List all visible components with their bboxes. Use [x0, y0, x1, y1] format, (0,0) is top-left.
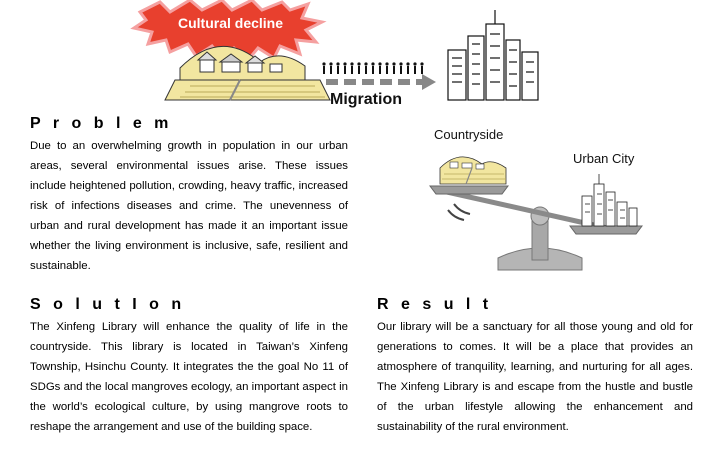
solution-paragraph: The Xinfeng Library will enhance the quality of life in the countryside. This library is located in Taiwan’s Xinfeng Township, Hsinchu County. It integrates the the goal No 11 of SDGs and the local mangroves ecology, an important aspect in the world’s ecological culture, by using mangrove roots to reshape the arrangement and use of the building space. — [30, 321, 348, 433]
migrating-people-icon — [322, 62, 423, 74]
urban-city-label: Urban City — [573, 151, 635, 166]
balance-scale-illustration — [420, 118, 720, 280]
problem-paragraph: Due to an overwhelming growth in population in our urban areas, several environmental issues arise. These issues include heightened pollution, crowding, heavy traffic, increased risk of infections diseases and crime. The unevenness of urban and rural development has made it an important issue whether the living environment is inclusive, safe, resilient and sustainable. — [30, 140, 348, 272]
cultural-decline-label: Cultural decline — [178, 15, 284, 31]
city-skyline-icon — [448, 10, 538, 100]
result-paragraph: Our library will be a sanctuary for all those young and old for generations to comes. It will be a place that provides an atmosphere of tranquility, learning, and nurturing for all ages. The Xinfeng Library is and escape from the hustle and bustle of the urban lifestyle allowing the enhancement and sustainability of the rural environment. — [377, 321, 693, 433]
countryside-icon — [440, 157, 506, 184]
problem-heading: P r o b l e m — [30, 115, 173, 132]
migration-label: Migration — [330, 91, 402, 108]
countryside-label: Countryside — [434, 127, 504, 142]
migration-arrow-icon — [326, 74, 436, 90]
result-heading: R e s u l t — [377, 296, 493, 313]
solution-heading: S o l u t I o n — [30, 296, 186, 313]
urban-city-icon — [582, 174, 637, 226]
village-icon — [165, 46, 330, 100]
